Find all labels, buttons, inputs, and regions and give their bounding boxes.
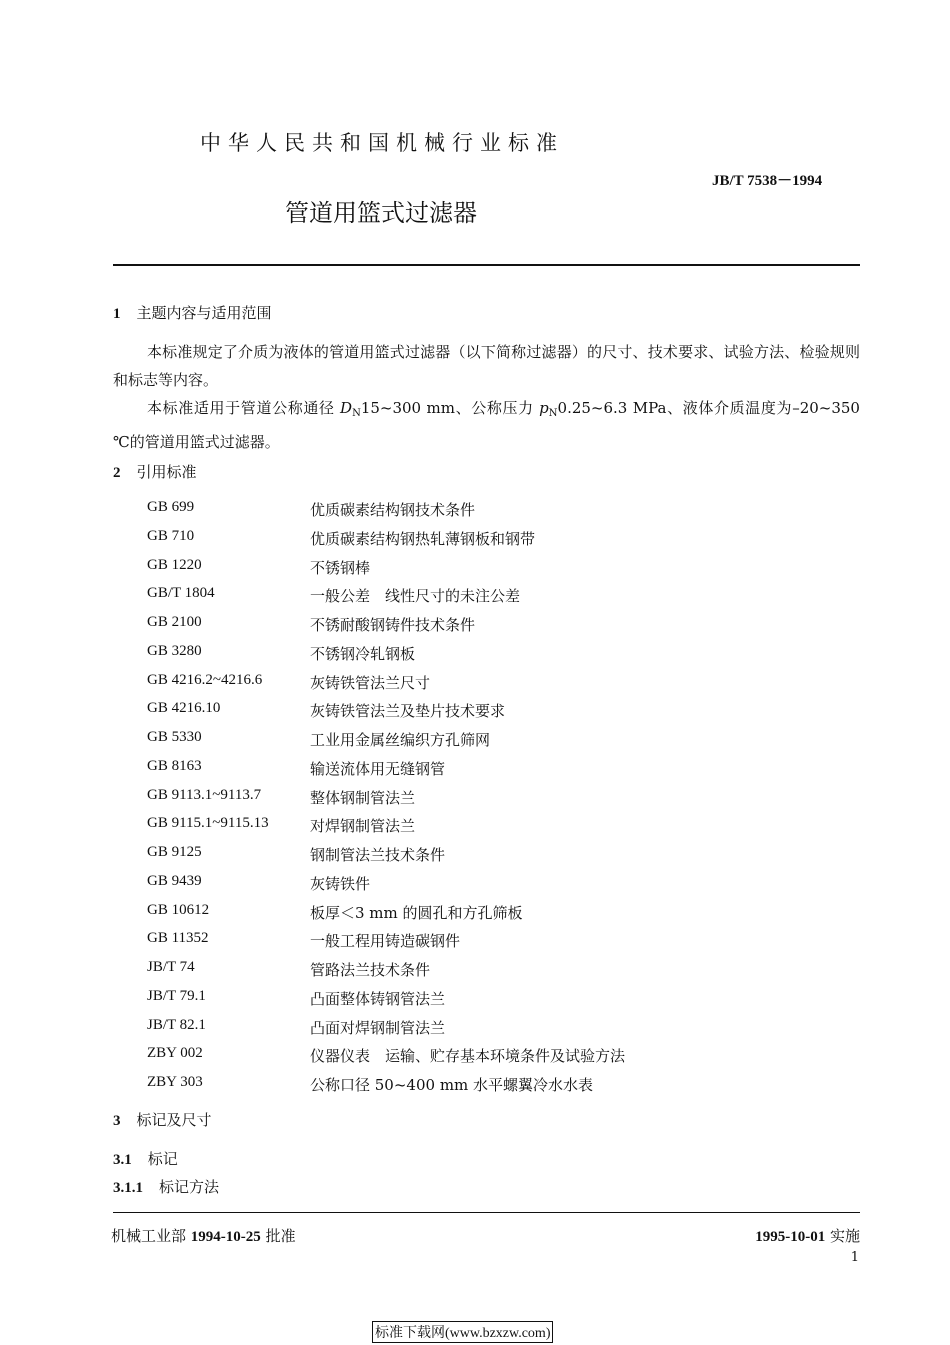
reference-title: 优质碳素结构钢技术条件 [310,501,476,519]
subscript: N [548,408,558,419]
reference-code: GB 11352 [147,930,209,947]
reference-title: 工业用金属丝编织方孔筛网 [310,731,491,749]
reference-title: 凸面整体铸钢管法兰 [310,989,446,1008]
effective-date: 1995-10-01 [755,1229,826,1245]
reference-title: 板厚＜3 mm 的圆孔和方孔筛板 [310,903,523,922]
reference-title: 对焊钢制管法兰 [310,817,416,836]
section-title: 标记及尺寸 [136,1111,212,1129]
effective-line [755,1225,860,1246]
reference-title: 不锈耐酸钢铸件技术条件 [310,616,476,634]
reference-title: 一般工程用铸造碳钢件 [310,932,461,951]
approval-date: 1994-10-25 [190,1229,261,1245]
reference-title: 钢制管法兰技术条件 [310,846,446,864]
reference-code: GB 4216.10 [147,700,221,717]
reference-code: GB 710 [147,527,195,544]
subscript: N [352,408,361,419]
section-1-heading [113,302,272,323]
approval-label: 批准 [265,1227,296,1245]
reference-code: GB 699 [147,499,195,515]
reference-code: GB 9113.1~9113.7 [147,786,262,803]
reference-code: JB/T 74 [147,959,195,975]
section-1-paragraph-1: 本标准规定了介质为液体的管道用篮式过滤器（以下简称过滤器）的尺寸、技术要求、试验方法、检验规则和标志等内容。 [113,343,860,389]
section-3-heading [113,1109,212,1130]
section-number: 3 [113,1113,121,1129]
reference-title: 不锈钢棒 [310,558,371,577]
reference-title: 仪器仪表 运输、贮存基本环境条件及试验方法 [310,1047,626,1066]
reference-code: ZBY 002 [147,1045,203,1062]
section-title: 引用标准 [136,463,197,481]
section-2-heading [113,461,197,482]
footer-divider [113,1212,860,1213]
reference-title: 灰铸铁管法兰尺寸 [310,673,431,692]
document-title: 管道用篮式过滤器 [285,199,477,227]
reference-title: 公称口径 50~400 mm 水平螺翼冷水水表 [310,1076,594,1094]
reference-code: GB 5330 [147,729,202,745]
reference-title: 不锈钢冷轧钢板 [310,644,416,663]
standard-category: 中华人民共和国机械行业标准 [200,131,564,155]
section-1-paragraph-2 [113,394,860,456]
header-divider [113,264,860,266]
reference-title: 灰铸铁管法兰及垫片技术要求 [310,702,506,721]
symbol-pn: p [539,399,549,417]
reference-code: GB 1220 [147,556,202,573]
reference-code: GB/T 1804 [147,585,215,602]
reference-title: 输送流体用无缝钢管 [310,759,446,778]
reference-code: GB 2100 [147,614,202,630]
watermark-link[interactable]: 标准下载网(www.bzxzw.com) [372,1321,553,1343]
text-run: 本标准适用于管道公称通径 [147,399,341,417]
section-number: 3.1.1 [113,1180,143,1196]
section-title: 标记方法 [159,1178,220,1196]
approval-line [111,1225,296,1246]
reference-title: 灰铸铁件 [310,874,371,893]
standard-number: JB/T 7538－1994 [712,173,823,189]
effective-label: 实施 [829,1227,860,1245]
reference-code: GB 9125 [147,844,202,860]
section-title: 主题内容与适用范围 [136,304,272,322]
text-run: 0.25~6.3 MPa、液体介质温度为–20~350 ℃的管道用篮式过滤器。 [113,399,860,451]
symbol-dn: D [340,399,353,417]
reference-code: JB/T 79.1 [147,987,206,1004]
section-title: 标记 [147,1150,178,1168]
reference-title: 优质碳素结构钢热轧薄钢板和钢带 [310,529,536,548]
reference-title: 一般公差 线性尺寸的未注公差 [310,587,521,606]
reference-code: GB 8163 [147,757,202,774]
approver: 机械工业部 [111,1227,187,1245]
reference-code: GB 4216.2~4216.6 [147,671,263,688]
reference-code: GB 9115.1~9115.13 [147,815,269,832]
reference-title: 凸面对焊钢制管法兰 [310,1018,446,1037]
reference-code: GB 10612 [147,901,210,918]
reference-code: GB 9439 [147,872,202,889]
section-number: 1 [113,306,121,322]
section-3-1-heading [113,1148,178,1169]
page-number: 1 [850,1250,859,1265]
reference-title: 管路法兰技术条件 [310,961,431,979]
section-3-1-1-heading [113,1176,219,1197]
section-number: 2 [113,465,121,481]
reference-code: GB 3280 [147,642,202,659]
reference-code: JB/T 82.1 [147,1016,206,1033]
reference-title: 整体钢制管法兰 [310,788,416,807]
text-run: 15~300 mm、公称压力 [360,399,540,417]
reference-code: ZBY 303 [147,1074,203,1090]
section-number: 3.1 [113,1152,132,1168]
